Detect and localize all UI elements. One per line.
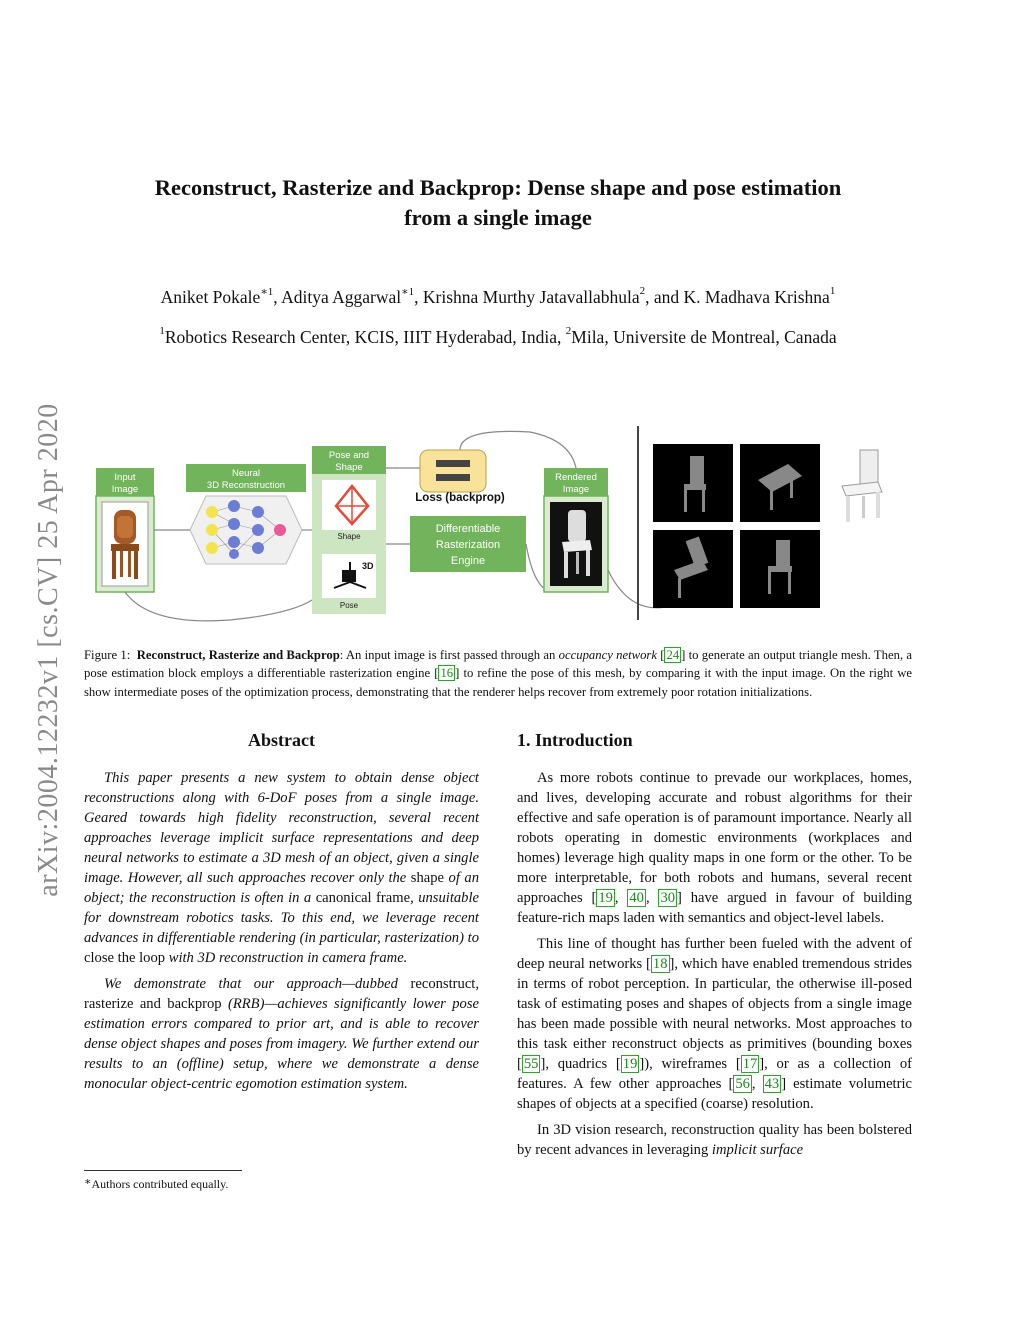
svg-text:Image: Image [111,484,139,495]
affiliations: $^1$Robotics Research Center, KCIS, IIIT Hyderabad, India, $^2$Mila, Universite de Montreal, Canada [159,325,837,347]
arrow-input-to-loss [125,592,312,621]
rasterization-label: Differentiable [435,523,501,535]
svg-text:Rasterization: Rasterization [435,539,501,551]
figure-1 [90,420,920,626]
citation-link[interactable]: 17 [742,1056,758,1072]
svg-text:Shape: Shape [335,462,363,473]
footnote-rule [84,1170,242,1171]
author-name: K. Madhava Krishna [683,287,830,307]
footnote: ∗Authors contributed equally. [84,1176,229,1191]
intro-heading: 1. Introduction [517,730,633,750]
citation-link[interactable]: 18 [652,956,668,972]
arxiv-sidebar [26,350,72,950]
shape-caption: Shape [337,532,361,541]
intro-body: As more robots continue to prevade our workplaces, homes, and lives, developing accurate and robust algorithms for their effective and safe operation is of paramount importance. Nearly all robots operating in domestic environments (workplaces and homes) leverage high quality maps in one form or the other. To be more interpretable, for both robots and humans, several recent approaches [ 19 , 40 , 30 ] have argued in favour of building feature-rich maps laden with semantics and object-level labels. This line of thought has further been fueled with the advent of deep neural networks [ 18 ], which have enabled tremendous strides in terms of robot perception. In particular, the otherwise ill-posed task of estimating poses and shapes of objects from a single image has been made possible with neural networks. Most approaches to this task either reconstruct objects as primitives (bounding boxes [ 55 ], quadrics [ 19 ]), wireframes [ 17 ], or as a collection of features. A few other approaches [ 56 , 43 ] estimate volumetric shapes of objects at a specified (coarse) resolution. In 3D vision research, reconstruction quality has been bolstered by recent advances in leveraging implicit surface [517,770,913,1158]
pose-caption: Pose [339,601,359,610]
citation-link[interactable]: 16 [440,666,454,681]
abstract-body: This paper presents a new system to obtain dense object reconstructions along with 6-DoF poses from a single image. Geared towards high fidelity reconstruction, several recent approaches leverage implicit surface representations and deep neural networks to estimate a 3D mesh of an object, given a single image. However, all such approaches recover only the shape of an object; the reconstruction is often in a canonical frame, unsuitable for downstream robotics tasks. To this end, we leverage recent advances in differentiable rendering (in particular, rasterization) to close the loop with 3D reconstruction in camera frame. We demonstrate that our approach—dubbed reconstruct, rasterize and backprop (RRB)—achieves significantly lower pose estimation errors compared to prior art, and is able to recover dense object shapes and poses from imagery. We further extend our results to an (offline) setup, where we demonstrate a dense monocular object-centric egomotion estimation system. [84,770,480,1092]
pose-shape-label: Pose and [328,450,370,461]
figure-caption: Figure 1: Reconstruct, Rasterize and Backprop: An input image is first passed through an occupancy network [ 24 ] to generate an output triangle mesh. Then, a pose estimation block employs a differentiable rasterization engine [ 16 ] to refine the pose of this mesh, by comparing it with the input image. On the right we show intermediate poses of the optimization process, demonstrating that the renderer helps recover from extremely poor rotation initializations. [84,648,913,699]
citation-link[interactable]: 43 [764,1076,780,1092]
author-name: Krishna Murthy Jatavallabhula [422,287,640,307]
citation-link[interactable]: 19 [598,890,613,906]
svg-text:Engine: Engine [450,555,486,567]
citation-link[interactable]: 56 [735,1076,750,1092]
author-name: Aditya Aggarwal [281,287,402,307]
label-3d: 3D [362,561,374,571]
arxiv-id: arXiv:2004.12232v1 [cs.CV] 25 Apr 2020 [33,403,64,897]
pipeline-diagram [90,420,920,626]
citation-link[interactable]: 24 [666,648,680,662]
author-name: Aniket Pokale [160,287,261,307]
svg-text:Image: Image [562,484,590,495]
citation-link[interactable]: 40 [629,890,644,906]
final-pose-chair [842,450,882,522]
citation-link[interactable]: 55 [523,1056,539,1072]
input-label: Input [114,472,136,483]
rendered-label: Rendered [555,472,597,483]
paper-title: Reconstruct, Rasterize and Backprop: Dense shape and pose estimation from a single image [154,175,842,230]
citation-link[interactable]: 19 [622,1056,638,1072]
author-list: Aniket Pokale$^{∗1}$, Aditya Aggarwal$^{∗1}$, Krishna Murthy Jatavallabhula$^2$, and K. Madhava Krishna$^1$ [160,285,836,307]
loss-label: Loss (backprop) [415,492,505,504]
svg-text:3D Reconstruction: 3D Reconstruction [206,480,286,491]
neural-label: Neural [232,468,260,479]
loss-box [420,450,486,492]
citation-link[interactable]: 30 [660,890,676,906]
abstract-heading: Abstract [248,730,315,750]
